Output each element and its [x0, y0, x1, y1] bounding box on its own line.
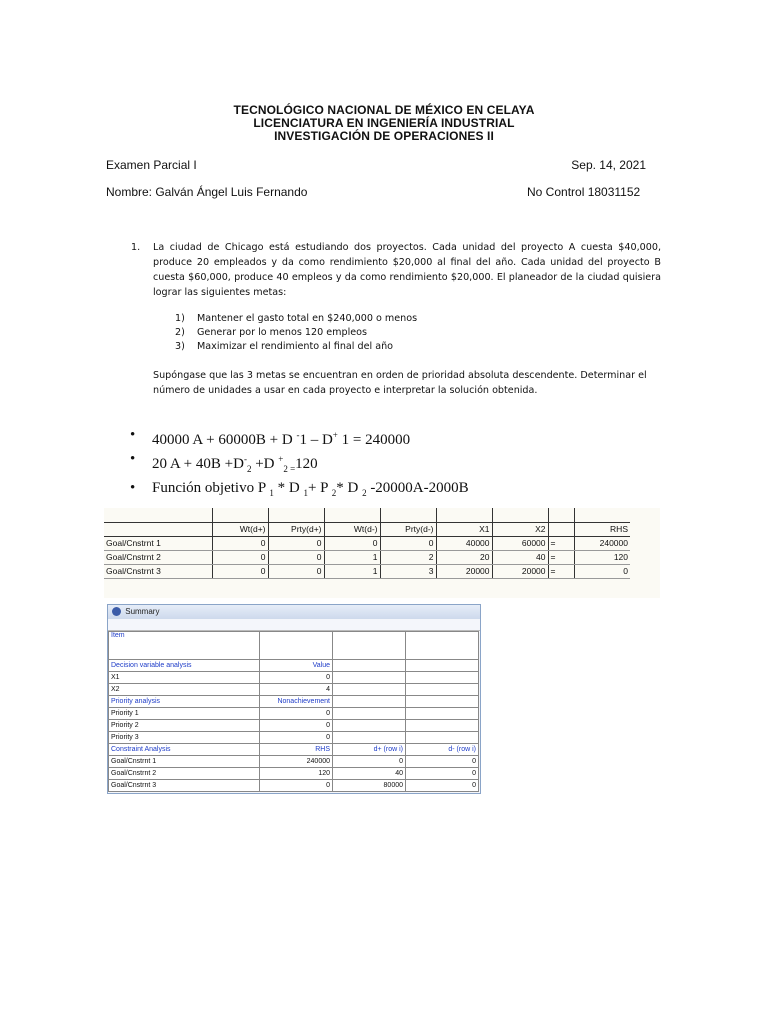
table-cell: 0 — [574, 564, 630, 578]
table-cell: Goal/Cnstrnt 3 — [104, 564, 212, 578]
summary-icon — [112, 607, 121, 616]
summary-cell: 0 — [406, 780, 479, 792]
eq-sup: + — [278, 454, 284, 464]
summary-row — [109, 660, 479, 672]
eq-sub: 1 — [303, 488, 308, 498]
summary-cell: 0 — [260, 672, 333, 684]
summary-cell — [406, 732, 479, 744]
summary-header-cell — [260, 632, 333, 660]
summary-row-label: Priority analysis — [109, 696, 260, 708]
summary-row-label: X2 — [109, 684, 260, 696]
goal-text: Maximizar el rendimiento al final del año — [197, 341, 394, 352]
table-row — [104, 508, 630, 522]
table-row — [104, 550, 630, 564]
summary-cell: 0 — [260, 708, 333, 720]
eq-sub: 2 — [246, 464, 252, 474]
student-row — [106, 185, 646, 199]
summary-row-label: Priority 3 — [109, 732, 260, 744]
table-cell: 1 — [324, 550, 380, 564]
summary-cell — [333, 732, 406, 744]
table-header-row — [104, 522, 630, 536]
summary-row — [109, 696, 479, 708]
eq-text: -20000A-2000B — [366, 480, 469, 496]
table-cell: Goal/Cnstrnt 2 — [104, 550, 212, 564]
summary-header-cell — [406, 632, 479, 660]
table-row — [104, 536, 630, 550]
summary-cell — [333, 684, 406, 696]
table-cell: 0 — [212, 550, 268, 564]
eq-text: + P — [307, 480, 332, 496]
table-cell: 40 — [492, 550, 548, 564]
goal-number: 3) — [175, 341, 185, 352]
summary-cell — [333, 696, 406, 708]
eq-sub: 2 — [331, 488, 337, 498]
table-cell: 120 — [574, 550, 630, 564]
equation-2 — [130, 450, 469, 479]
table-row — [104, 564, 630, 578]
summary-row — [109, 780, 479, 792]
summary-row-label: Priority 1 — [109, 708, 260, 720]
eq-text: * D — [273, 480, 304, 496]
summary-window — [107, 604, 481, 794]
student-name: Nombre: Galván Ángel Luis Fernando — [106, 185, 308, 199]
summary-row-label: X1 — [109, 672, 260, 684]
summary-row — [109, 708, 479, 720]
summary-title: Summary — [125, 607, 160, 616]
table-cell: 20 — [436, 550, 492, 564]
table-header-cell: X2 — [492, 522, 548, 536]
summary-cell: 0 — [260, 780, 333, 792]
eq-text: 20 A + 40B +D — [152, 456, 244, 472]
summary-row-label: Decision variable analysis — [109, 660, 260, 672]
summary-cell — [333, 660, 406, 672]
summary-cell: 0 — [260, 720, 333, 732]
summary-row — [109, 720, 479, 732]
eq-text: 1 = 240000 — [337, 432, 411, 448]
goal-text: Mantener el gasto total en $240,000 o menos — [197, 313, 418, 324]
summary-row — [109, 744, 479, 756]
table-header-cell: Wt(d-) — [324, 522, 380, 536]
table-cell: 0 — [268, 550, 324, 564]
eq-sup: - — [243, 454, 247, 464]
table-cell: = — [548, 564, 574, 578]
table-cell: Goal/Cnstrnt 1 — [104, 536, 212, 550]
summary-cell: 240000 — [260, 756, 333, 768]
summary-cell — [333, 672, 406, 684]
goal-number: 2) — [175, 327, 185, 338]
eq-text: 40000 A + 60000B + D — [152, 432, 297, 448]
table-cell: 2 — [380, 550, 436, 564]
table-cell: 60000 — [492, 536, 548, 550]
control-number: No Control 18031152 — [527, 185, 641, 199]
document-header — [0, 104, 768, 143]
summary-row-label: Goal/Cnstrnt 3 — [109, 780, 260, 792]
course-title: INVESTIGACIÓN DE OPERACIONES II — [274, 129, 494, 143]
summary-cell: 80000 — [333, 780, 406, 792]
item-header: Item — [109, 632, 260, 660]
equation-1 — [130, 426, 469, 450]
summary-cell: RHS — [260, 744, 333, 756]
summary-row — [109, 672, 479, 684]
summary-cell: 120 — [260, 768, 333, 780]
summary-row-label: Goal/Cnstrnt 2 — [109, 768, 260, 780]
summary-cell — [333, 708, 406, 720]
equation-3 — [130, 479, 469, 503]
summary-row-label: Constraint Analysis — [109, 744, 260, 756]
eq-text: +D — [251, 456, 279, 472]
summary-row-label: Priority 2 — [109, 720, 260, 732]
table-cell: 240000 — [574, 536, 630, 550]
eq-sub: 2 — [362, 488, 367, 498]
goal-text: Generar por lo menos 120 empleos — [197, 327, 368, 338]
summary-cell — [406, 672, 479, 684]
table-cell: = — [548, 550, 574, 564]
summary-cell: Nonachievement — [260, 696, 333, 708]
table-cell: 1 — [324, 564, 380, 578]
table-cell: 0 — [324, 536, 380, 550]
table-cell: 20000 — [492, 564, 548, 578]
bullet: • — [130, 451, 136, 467]
exam-date: Sep. 14, 2021 — [571, 158, 646, 172]
eq-text: Función objetivo P — [152, 480, 270, 496]
eq-text: 120 — [295, 456, 318, 472]
summary-row — [109, 684, 479, 696]
equations-list — [130, 426, 469, 503]
summary-title-bar — [108, 605, 480, 619]
table-cell: 0 — [268, 564, 324, 578]
goal-input-table — [104, 508, 630, 579]
summary-cell: 0 — [406, 768, 479, 780]
summary-cell: d+ (row i) — [333, 744, 406, 756]
table-header-cell — [104, 522, 212, 536]
summary-cell: 4 — [260, 684, 333, 696]
summary-cell — [406, 684, 479, 696]
table-header-cell: RHS — [574, 522, 630, 536]
eq-sup: - — [296, 430, 300, 440]
table-header-cell: Wt(d+) — [212, 522, 268, 536]
summary-cell — [406, 696, 479, 708]
summary-cell — [406, 660, 479, 672]
table-cell: 0 — [212, 536, 268, 550]
summary-row — [109, 732, 479, 744]
summary-cell — [333, 720, 406, 732]
table-cell: 0 — [212, 564, 268, 578]
table-cell: 0 — [380, 536, 436, 550]
table-header-cell: Prty(d+) — [268, 522, 324, 536]
goal-input-table-area — [104, 508, 660, 598]
summary-cell: 0 — [333, 756, 406, 768]
summary-cell: 0 — [260, 732, 333, 744]
summary-cell — [406, 720, 479, 732]
summary-cell: 0 — [406, 756, 479, 768]
problem-number: 1. — [131, 242, 141, 253]
bullet: • — [130, 480, 136, 496]
eq-sub: 2 = — [283, 464, 296, 474]
summary-cell — [406, 708, 479, 720]
priority-statement: Supóngase que las 3 metas se encuentran en orden de prioridad absoluta descendente. Determinar el número de unidades a usar en cada proyecto e interpretar la solución obtenida. — [153, 370, 647, 396]
summary-cell: Value — [260, 660, 333, 672]
program-title: LICENCIATURA EN INGENIERÍA INDUSTRIAL — [253, 116, 515, 130]
summary-row — [109, 756, 479, 768]
table-cell: 40000 — [436, 536, 492, 550]
summary-table — [108, 631, 479, 792]
problem-text: La ciudad de Chicago está estudiando dos proyectos. Cada unidad del proyecto A cuesta $40,000, produce 20 empleados y da como rendimiento $20,000 al final del año. Cada unidad del proyecto B cuesta $60,000, produce 40 empleos y da como rendimiento $20,000. El planeador de la ciudad quisiera lograr las siguientes metas: — [153, 242, 661, 298]
summary-header-row — [109, 632, 479, 660]
summary-toolbar — [108, 619, 480, 631]
summary-row-label: Goal/Cnstrnt 1 — [109, 756, 260, 768]
summary-row — [109, 768, 479, 780]
table-header-cell: X1 — [436, 522, 492, 536]
exam-row — [106, 158, 646, 172]
institution-title: TECNOLÓGICO NACIONAL DE MÉXICO EN CELAYA — [233, 103, 535, 117]
eq-sup: + — [332, 430, 338, 440]
eq-text: 1 – D — [299, 432, 333, 448]
summary-cell: d- (row i) — [406, 744, 479, 756]
table-cell: = — [548, 536, 574, 550]
summary-header-cell — [333, 632, 406, 660]
table-header-cell: Prty(d-) — [380, 522, 436, 536]
table-cell: 3 — [380, 564, 436, 578]
eq-text: * D — [336, 480, 363, 496]
table-cell: 0 — [268, 536, 324, 550]
eq-sub: 1 — [269, 488, 274, 498]
goal-number: 1) — [175, 313, 185, 324]
exam-title: Examen Parcial I — [106, 158, 197, 172]
table-cell: 20000 — [436, 564, 492, 578]
summary-cell: 40 — [333, 768, 406, 780]
bullet: • — [130, 427, 136, 443]
table-header-cell — [548, 522, 574, 536]
